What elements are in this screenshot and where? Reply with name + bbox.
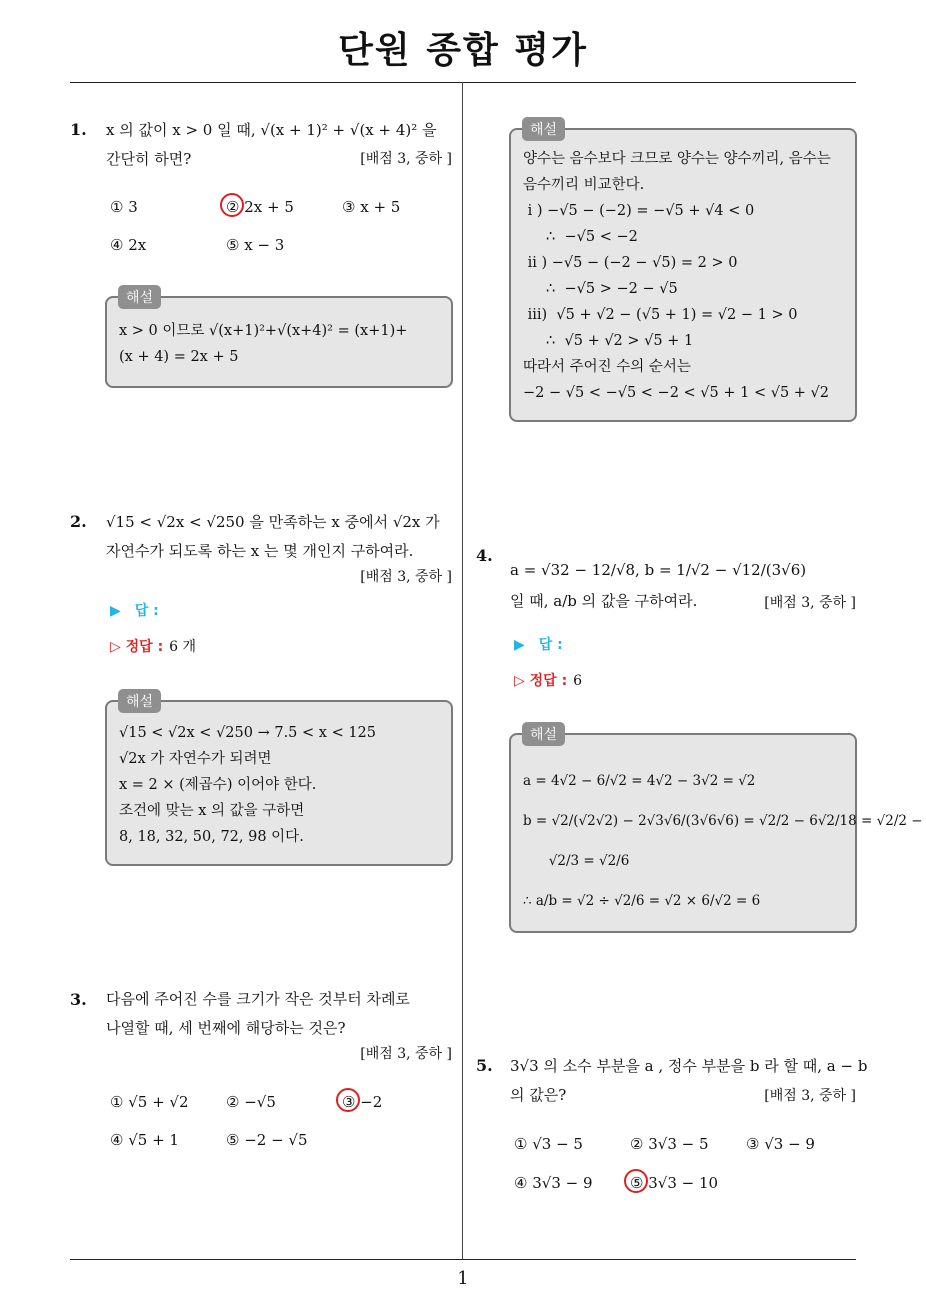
q2-number: 2.	[70, 512, 87, 531]
q1-choice-2[interactable]: ② 2x + 5	[226, 198, 294, 216]
q4-explanation-label: 해설	[522, 722, 565, 746]
q1-number: 1.	[70, 120, 87, 139]
q3-text-line2: 나열할 때, 세 번째에 해당하는 것은?	[106, 1019, 346, 1037]
q3-text-line1: 다음에 주어진 수를 크기가 작은 것부터 차례로	[106, 990, 410, 1008]
q1-choice-3[interactable]: ③ x + 5	[342, 198, 401, 216]
q5-number: 5.	[476, 1056, 493, 1075]
q2-answer-label: 답 :	[134, 603, 159, 619]
q5-choice-2[interactable]: ② 3√3 − 5	[630, 1135, 709, 1153]
page-title: 단원 종합 평가	[338, 30, 588, 71]
q5-meta: [배점 3, 중하 ]	[764, 1088, 856, 1104]
outline-triangle-icon: ▷	[514, 673, 530, 689]
top-divider	[70, 82, 856, 83]
q5-choice-3[interactable]: ③ √3 − 9	[746, 1135, 815, 1153]
q2-correct-value: 6 개	[169, 639, 197, 655]
q4-answer-label: 답 :	[538, 637, 563, 653]
q1-choice-5[interactable]: ⑤ x − 3	[226, 236, 285, 254]
q3-meta: [배점 3, 중하 ]	[360, 1046, 452, 1062]
q4-text-line2: 일 때, a/b 의 값을 구하여라.	[510, 592, 698, 610]
selected-answer-mark	[220, 193, 244, 217]
play-icon: ▶	[514, 637, 525, 653]
q4-correct-value: 6	[573, 673, 583, 689]
q3-number: 3.	[70, 990, 87, 1009]
q2-answer-row	[110, 600, 159, 620]
bottom-divider	[70, 1259, 856, 1260]
q4-meta: [배점 3, 중하 ]	[764, 595, 856, 611]
q4-answer-row	[514, 634, 563, 654]
q4-explanation-text: a = 4√2 − 6/√2 = 4√2 − 3√2 = √2 b = √2/(√2√2) − 2√3√6/(3√6√6) = √2/2 − 6√2/18 = √2/2 − √2/3 = √2/6 ∴ a/b = √2 ÷ √2/6 = √2 × 6/√2 = 6	[523, 773, 923, 909]
q2-correct-label: 정답 :	[125, 639, 164, 655]
q1-explanation-box	[105, 296, 453, 388]
q3-explanation-box	[509, 128, 857, 422]
q3-choice-2[interactable]: ② −√5	[226, 1093, 276, 1111]
q1-meta: [배점 3, 중하 ]	[360, 151, 452, 167]
q2-explanation-box	[105, 700, 453, 866]
q3-explanation-text: 양수는 음수보다 크므로 양수는 양수끼리, 음수는 음수끼리 비교한다. i ) −√5 − (−2) = −√5 + √4 < 0 ∴ −√5 < −2 ii ) −√5 − (−2 − √5) = 2 > 0 ∴ −√5 > −2 − √5 iii) √5 + √2 − (√5 + 1) = √2 − 1 > 0 ∴ √5 + √2 > √5 + 1 따라서 주어진 수의 순서는 −2 − √5 < −√5 < −2 < √5 + 1 < √5 + √2	[523, 151, 831, 401]
q5-choice-1[interactable]: ① √3 − 5	[514, 1135, 583, 1153]
q4-correct-label: 정답 :	[529, 673, 568, 689]
q1-text-line1: x 의 값이 x > 0 일 때, √(x + 1)² + √(x + 4)² 을	[106, 121, 437, 139]
q3-choice-5[interactable]: ⑤ −2 − √5	[226, 1131, 308, 1149]
outline-triangle-icon: ▷	[110, 639, 126, 655]
q2-correct-row	[110, 636, 196, 656]
q2-meta: [배점 3, 중하 ]	[360, 569, 452, 585]
q5-text-line2: 의 값은?	[510, 1086, 567, 1104]
q1-explanation-text: x > 0 이므로 √(x+1)²+√(x+4)² = (x+1)+ (x + 4) = 2x + 5	[119, 323, 408, 365]
q3-choice-1[interactable]: ① √5 + √2	[110, 1093, 189, 1111]
q2-text-line1: √15 < √2x < √250 을 만족하는 x 중에서 √2x 가	[106, 513, 440, 531]
page-number: 1	[457, 1268, 469, 1289]
q3-choice-3[interactable]: ③ −2	[342, 1093, 383, 1111]
q2-explanation-text: √15 < √2x < √250 → 7.5 < x < 125 √2x 가 자연수가 되려면 x = 2 × (제곱수) 이어야 한다. 조건에 맞는 x 의 값을 구하면 8, 18, 32, 50, 72, 98 이다.	[119, 725, 376, 845]
q2-explanation-label: 해설	[118, 689, 161, 713]
play-icon: ▶	[110, 603, 121, 619]
q5-choice-5[interactable]: ⑤ 3√3 − 10	[630, 1174, 719, 1192]
q3-explanation-label: 해설	[522, 117, 565, 141]
q3-choice-4[interactable]: ④ √5 + 1	[110, 1131, 179, 1149]
selected-answer-mark	[624, 1169, 648, 1193]
q1-choice-4[interactable]: ④ 2x	[110, 236, 147, 254]
q5-choice-4[interactable]: ④ 3√3 − 9	[514, 1174, 593, 1192]
q4-explanation-box	[509, 733, 923, 933]
q5-text-line1: 3√3 의 소수 부분을 a , 정수 부분을 b 라 할 때, a − b	[510, 1057, 868, 1075]
q1-text-line2: 간단히 하면?	[106, 150, 192, 168]
column-divider	[462, 82, 463, 1259]
q1-choice-1[interactable]: ① 3	[110, 198, 138, 216]
selected-answer-mark	[336, 1088, 360, 1112]
q4-correct-row	[514, 670, 582, 690]
q1-explanation-label: 해설	[118, 285, 161, 309]
q4-number: 4.	[476, 546, 493, 565]
q2-text-line2: 자연수가 되도록 하는 x 는 몇 개인지 구하여라.	[106, 542, 414, 560]
q4-text-line1: a = √32 − 12/√8, b = 1/√2 − √12/(3√6)	[510, 561, 807, 579]
